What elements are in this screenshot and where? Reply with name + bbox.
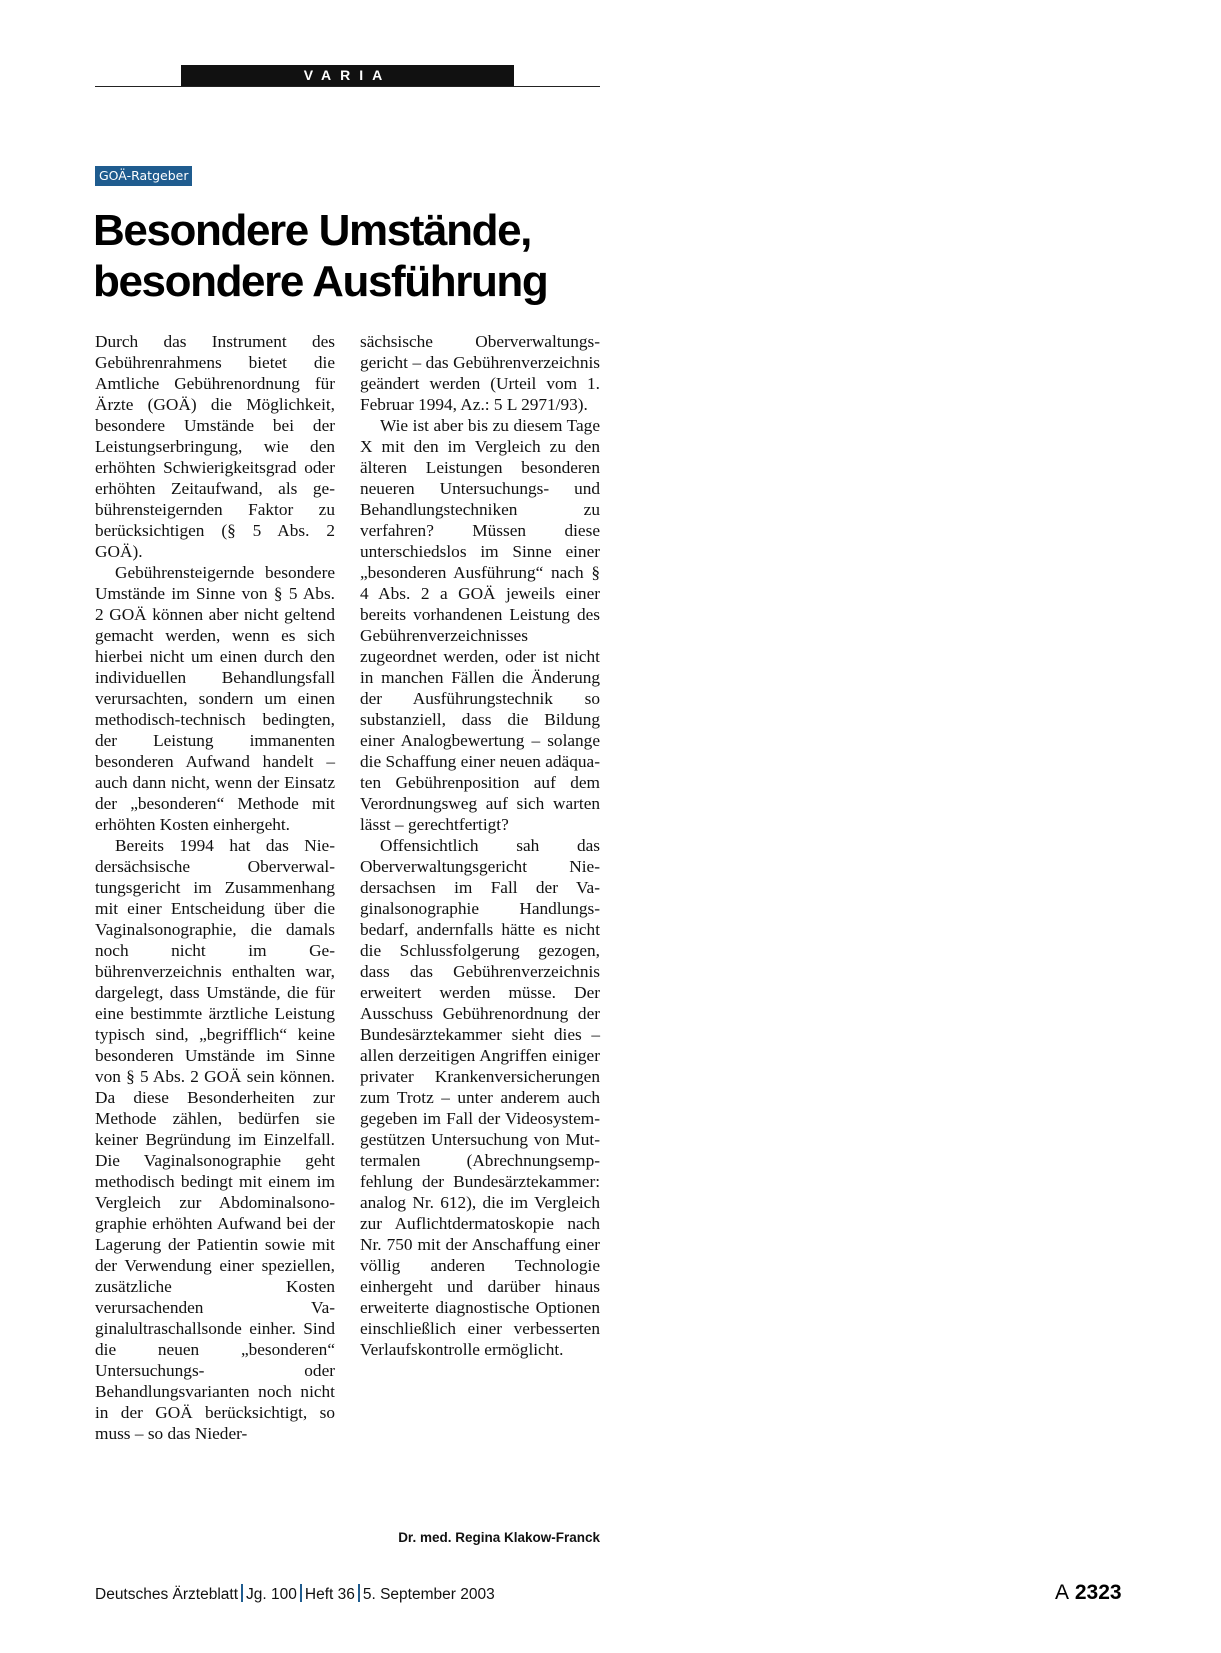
paragraph: Durch das Instrument des Gebührenrahmens bietet die Amtliche Gebührenordnung für Ärzte (GOÄ) die Möglichkeit, besondere Umstände bei der Leistungserbringung, wie den erhöhten Schwierigkeitsgrad oder erhöhten Zeitaufwand, als gebührensteigernden Faktor zu berücksichtigen (§ 5 Abs. 2 GOÄ).: [95, 332, 335, 561]
issue-date: 5. September 2003: [362, 1586, 495, 1603]
footer-divider: [300, 1584, 302, 1602]
footer-divider: [358, 1584, 360, 1602]
section-label: VARIA: [181, 65, 514, 86]
headline-line-1: Besondere Umstände,: [93, 206, 531, 255]
paragraph: Bereits 1994 hat das Niedersächsische Oberverwaltungsgericht im Zusammenhang mit einer Entscheidung über die Vaginalsonographie, die damals noch nicht im Gebührenverzeichnis enthalten war, dargelegt, dass Umstände, die für eine bestimmte ärztliche Leistung typisch sind, „begrifflich“ keine besonderen Umstände im Sinne von § 5 Abs. 2 GOÄ sein können. Da diese Besonderheiten zur Methode zählen, bedürfen sie keiner Begründung im Einzelfall. Die Vaginalsonographie geht methodisch bedingt mit einem im Vergleich zur Abdominalsonographie erhöhten Aufwand bei der Lagerung der Patientin sowie mit der Verwendung einer speziellen, zusätzliche Kosten verursachenden Vaginalultraschallsonde einher. Sind die neuen „besonderen“ Untersuchungs- oder Behandlungsvarianten noch nicht in der GOÄ berücksichtigt, so muss – so das Nieder-: [95, 836, 335, 1443]
journal-volume: Jg. 100: [246, 1586, 297, 1603]
journal-name: Deutsches Ärzteblatt: [95, 1586, 239, 1603]
paragraph: sächsische Oberverwaltungsgericht – das Gebührenverzeichnis geändert werden (Urteil vom 1. Februar 1994, Az.: 5 L 2971/93).: [360, 332, 600, 414]
page-number-value: 2323: [1074, 1581, 1122, 1604]
article-column-1: [95, 331, 335, 1444]
article-column-2: [360, 331, 600, 1360]
article-headline: [93, 205, 653, 307]
page-footer: [95, 1584, 495, 1604]
author-signature: Dr. med. Regina Klakow-Franck: [398, 1530, 600, 1545]
header-rule: [95, 86, 600, 87]
page-number: [1055, 1581, 1122, 1605]
journal-issue: Heft 36: [304, 1586, 355, 1603]
headline-line-2: besondere Ausführung: [93, 257, 548, 306]
rubric-badge: GOÄ-Ratgeber: [95, 166, 192, 186]
paragraph: Wie ist aber bis zu diesem Tage X mit den im Vergleich zu den älteren Leistungen besonderen neueren Untersuchungs- und Behandlungstechniken zu verfahren? Müssen diese unterschiedslos im Sinne einer „besonderen Ausführung“ nach § 4 Abs. 2 a GOÄ jeweils einer bereits vorhandenen Leistung des Gebührenverzeichnisses zugeordnet werden, oder ist nicht in manchen Fällen die Änderung der Ausführungstechnik so substanziell, dass die Bildung einer Analogbewertung – solange die Schaffung einer neuen adäquaten Gebührenposition auf dem Verordnungsweg auf sich warten lässt – gerechtfertigt?: [360, 416, 600, 834]
footer-divider: [241, 1584, 243, 1602]
page-prefix: A: [1055, 1581, 1070, 1604]
paragraph: Offensichtlich sah das Oberverwaltungsgericht Niedersachsen im Fall der Vaginalsonographie Handlungsbedarf, andernfalls hätte es nicht die Schlussfolgerung gezogen, dass das Gebührenverzeichnis erweitert werden müsse. Der Ausschuss Gebührenordnung der Bundesärztekammer sieht dies – allen derzeitigen Angriffen einiger privater Krankenversicherungen zum Trotz – unter anderem auch gegeben im Fall der Videosystem-gestützen Untersuchung von Muttermalen (Abrechnungsempfehlung der Bundesärztekammer: analog Nr. 612), die im Vergleich zur Auflichtdermatoskopie nach Nr. 750 mit der Anschaffung einer völlig anderen Technologie einhergeht und darüber hinaus erweiterte diagnostische Optionen einschließlich einer verbesserten Verlaufskontrolle ermöglicht.: [360, 836, 600, 1359]
paragraph: Gebührensteigernde besondere Umstände im Sinne von § 5 Abs. 2 GOÄ können aber nicht geltend gemacht werden, wenn es sich hierbei nicht um einen durch den individuellen Behandlungsfall verursachten, sondern um einen methodisch-technisch bedingten, der Leistung immanenten besonderen Aufwand handelt – auch dann nicht, wenn der Einsatz der „besonderen“ Methode mit erhöhten Kosten einhergeht.: [95, 563, 335, 834]
